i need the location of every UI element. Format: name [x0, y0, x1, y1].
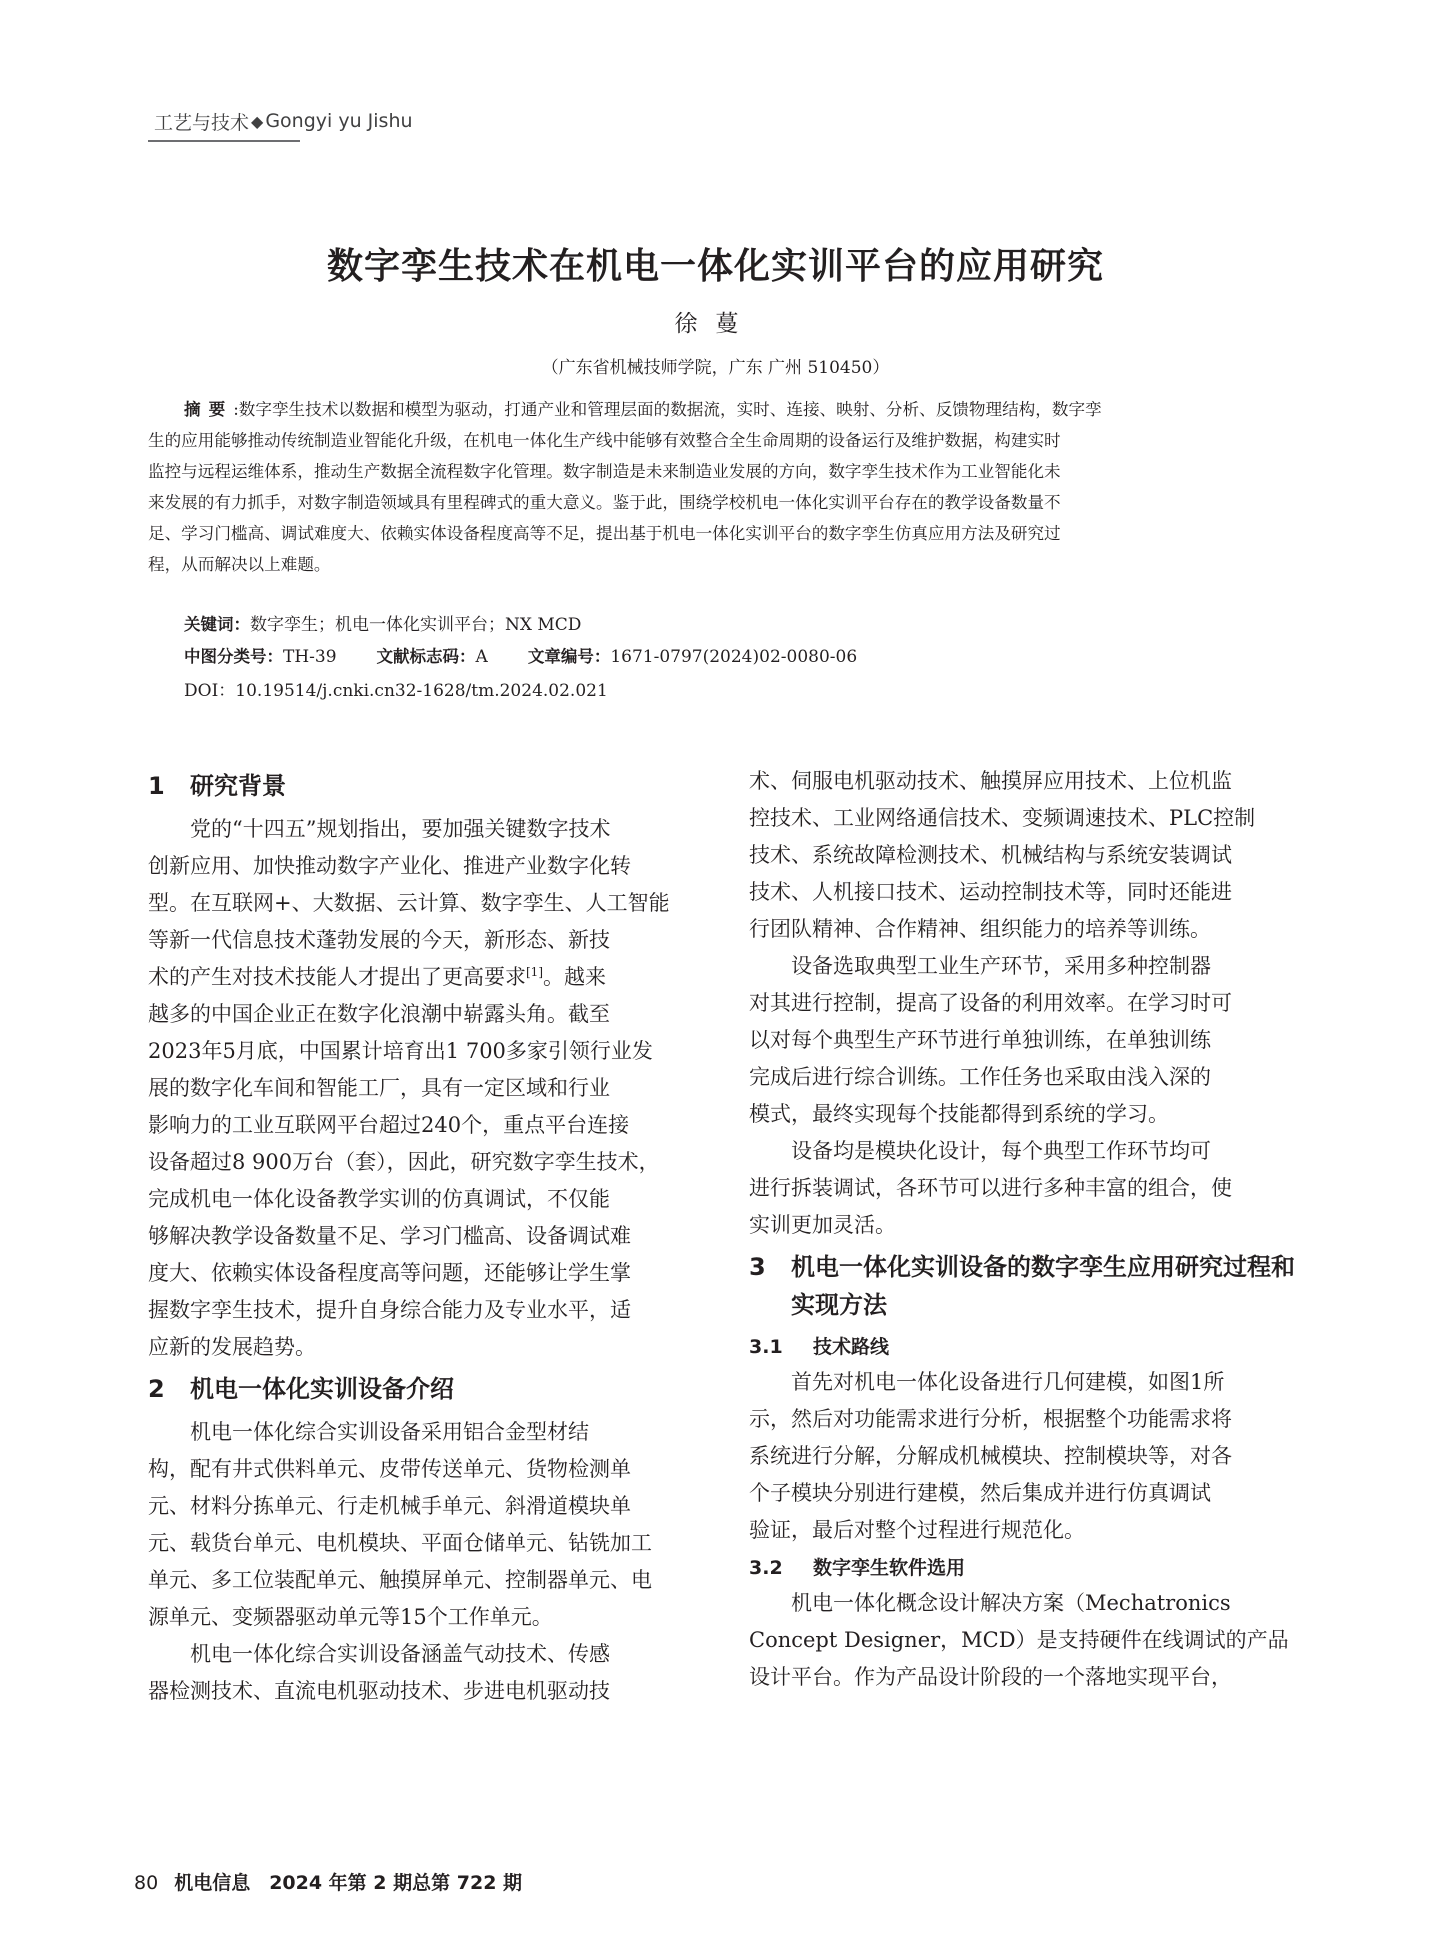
paragraph-line: 进行拆装调试，各环节可以进行多种丰富的组合，使 [749, 1176, 1232, 1200]
paragraph-line: 够解决教学设备数量不足、学习门槛高、设备调试难 [148, 1224, 631, 1248]
paragraph-line: 验证，最后对整个过程进行规范化。 [749, 1518, 1085, 1542]
page-number: 80 [134, 1872, 159, 1894]
abstract-line: 来发展的有力抓手，对数字制造领域具有里程碑式的重大意义。鉴于此，围绕学校机电一体化实训平台存在的教学设备数量不 [148, 493, 1061, 512]
paragraph-line: 模式，最终实现每个技能都得到系统的学习。 [749, 1102, 1169, 1126]
abstract-line: 程，从而解决以上难题。 [148, 555, 331, 574]
classification-line [184, 643, 857, 667]
paragraph-line: 机电一体化综合实训设备采用铝合金型材结 [190, 1420, 589, 1444]
paragraph-line: 示，然后对功能需求进行分析，根据整个功能需求将 [749, 1407, 1232, 1431]
doi-value: 10.19514/j.cnki.cn32-1628/tm.2024.02.021 [235, 681, 608, 701]
subsection-heading [749, 1330, 1312, 1364]
left-column [148, 763, 711, 1710]
abstract-label: 摘要 [184, 400, 234, 419]
keywords-label: 关键词： [184, 615, 250, 634]
section-title: 研究背景 [190, 772, 286, 800]
section-heading [148, 767, 711, 805]
paragraph-line: 器检测技术、直流电机驱动技术、步进电机驱动技 [148, 1679, 610, 1703]
paragraph-line: 越多的中国企业正在数字化浪潮中崭露头角。截至 [148, 1002, 610, 1026]
abstract-line: 生的应用能够推动传统制造业智能化升级，在机电一体化生产线中能够有效整合全生命周期的设备运行及维护数据，构建实时 [148, 431, 1061, 450]
abstract-line: 足、学习门槛高、调试难度大、依赖实体设备程度高等不足，提出基于机电一体化实训平台的数字孪生仿真应用方法及研究过 [148, 524, 1061, 543]
article-no-value: 1671-0797(2024)02-0080-06 [610, 647, 858, 667]
subsection-title: 技术路线 [813, 1336, 890, 1358]
doc-code-value: A [475, 647, 488, 667]
paragraph-line: 展的数字化车间和智能工厂，具有一定区域和行业 [148, 1076, 610, 1100]
section-title: 机电一体化实训设备的数字孪生应用研究过程和实现方法 [791, 1253, 1295, 1319]
doi-line [184, 676, 608, 701]
paragraph-line: 实训更加灵活。 [749, 1213, 896, 1237]
subsection-number: 3.2 [749, 1557, 783, 1579]
paragraph-line: 首先对机电一体化设备进行几何建模，如图1所 [791, 1370, 1225, 1394]
paragraph-line: 型。在互联网+、大数据、云计算、数字孪生、人工智能 [148, 891, 670, 915]
paragraph-line: 构，配有井式供料单元、皮带传送单元、货物检测单 [148, 1457, 631, 1481]
paragraph-line: 设备选取典型工业生产环节，采用多种控制器 [791, 954, 1211, 978]
journal-issue: 机电信息 2024 年第 2 期总第 722 期 [174, 1872, 523, 1894]
paragraph-text: 术的产生对技术技能人才提出了更高要求 [148, 965, 526, 989]
article-author: 徐蔓 [674, 311, 757, 337]
diamond-icon: ◆ [251, 111, 264, 131]
paragraph-line: 个子模块分别进行建模，然后集成并进行仿真调试 [749, 1481, 1211, 1505]
doc-code-label: 文献标志码： [376, 647, 476, 666]
paragraph-line: 设计平台。作为产品设计阶段的一个落地实现平台， [749, 1665, 1232, 1689]
paragraph-line: 完成机电一体化设备教学实训的仿真调试，不仅能 [148, 1187, 610, 1211]
running-head [148, 106, 413, 142]
citation-ref: [1] [526, 965, 543, 979]
article-affiliation: （广东省机械技师学院，广东 广州 510450） [541, 358, 890, 378]
section-number: 1 [148, 772, 165, 800]
abstract-line: 监控与远程运维体系，推动生产数据全流程数字化管理。数字制造是未来制造业发展的方向，数字孪生技术作为工业智能化未 [148, 462, 1061, 481]
paragraph-line: 对其进行控制，提高了设备的利用效率。在学习时可 [749, 991, 1232, 1015]
paragraph-line: 设备均是模块化设计，每个典型工作环节均可 [791, 1139, 1211, 1163]
abstract-colon: : [233, 400, 239, 419]
paragraph-line: 2023年5月底，中国累计培育出1 700多家引领行业发 [148, 1039, 653, 1063]
section-number: 2 [148, 1375, 165, 1403]
paragraph-line: Concept Designer，MCD）是支持硬件在线调试的产品 [749, 1628, 1289, 1652]
paragraph-line: 度大、依赖实体设备程度高等问题，还能够让学生掌 [148, 1261, 631, 1285]
paragraph-line: 设备超过8 900万台（套），因此，研究数字孪生技术， [148, 1150, 660, 1174]
paragraph-line: 党的“十四五”规划指出，要加强关键数字技术 [190, 817, 611, 841]
right-column [749, 763, 1312, 1696]
section-heading [749, 1248, 1312, 1324]
paragraph-line: 行团队精神、合作精神、组织能力的培养等训练。 [749, 917, 1211, 941]
paragraph-line: 等新一代信息技术蓬勃发展的今天，新形态、新技 [148, 928, 610, 952]
abstract [148, 394, 1312, 580]
paragraph-line: 系统进行分解，分解成机械模块、控制模块等，对各 [749, 1444, 1232, 1468]
abstract-line [148, 394, 1312, 425]
paragraph-line: 机电一体化概念设计解决方案（Mechatronics [791, 1591, 1231, 1615]
section-name-cn: 工艺与技术 [154, 111, 250, 134]
page-footer [134, 1868, 522, 1895]
paragraph-line: 创新应用、加快推动数字产业化、推进产业数字化转 [148, 854, 631, 878]
paragraph-text: 。越来 [543, 965, 606, 989]
paragraph-line: 控技术、工业网络通信技术、变频调速技术、PLC控制 [749, 806, 1256, 830]
paragraph-line: 技术、系统故障检测技术、机械结构与系统安装调试 [749, 843, 1232, 867]
keywords-line [184, 610, 581, 635]
paragraph-line: 完成后进行综合训练。工作任务也采取由浅入深的 [749, 1065, 1211, 1089]
paragraph-line: 机电一体化综合实训设备涵盖气动技术、传感 [190, 1642, 610, 1666]
paragraph-line: 应新的发展趋势。 [148, 1335, 316, 1359]
subsection-number: 3.1 [749, 1336, 783, 1358]
abstract-text: 数字孪生技术以数据和模型为驱动，打通产业和管理层面的数据流，实时、连接、映射、分析、反馈物理结构，数字孪 [238, 400, 1102, 419]
article-title: 数字孪生技术在机电一体化实训平台的应用研究 [326, 246, 1104, 287]
paragraph-line [148, 959, 711, 996]
doi-label: DOI： [184, 681, 236, 701]
keywords-value: 数字孪生；机电一体化实训平台；NX MCD [250, 615, 582, 635]
section-number: 3 [749, 1253, 766, 1281]
section-title: 机电一体化实训设备介绍 [190, 1375, 454, 1403]
subsection-heading [749, 1551, 1312, 1585]
paragraph-line: 元、材料分拣单元、行走机械手单元、斜滑道模块单 [148, 1494, 631, 1518]
paragraph-line: 源单元、变频器驱动单元等15个工作单元。 [148, 1605, 553, 1629]
paragraph-line: 元、载货台单元、电机模块、平面仓储单元、钻铣加工 [148, 1531, 652, 1555]
clc-value: TH-39 [283, 647, 337, 667]
paragraph-line: 技术、人机接口技术、运动控制技术等，同时还能进 [749, 880, 1232, 904]
paragraph-line: 术、伺服电机驱动技术、触摸屏应用技术、上位机监 [749, 769, 1232, 793]
paragraph-line: 影响力的工业互联网平台超过240个，重点平台连接 [148, 1113, 630, 1137]
section-name-en: Gongyi yu Jishu [265, 110, 413, 132]
paragraph-line: 以对每个典型生产环节进行单独训练，在单独训练 [749, 1028, 1211, 1052]
subsection-title: 数字孪生软件选用 [813, 1557, 966, 1579]
article-no-label: 文章编号： [527, 647, 611, 666]
paragraph-line: 单元、多工位装配单元、触摸屏单元、控制器单元、电 [148, 1568, 652, 1592]
clc-label: 中图分类号： [184, 647, 283, 666]
section-heading [148, 1370, 711, 1408]
paragraph-line: 握数字孪生技术，提升自身综合能力及专业水平，适 [148, 1298, 631, 1322]
